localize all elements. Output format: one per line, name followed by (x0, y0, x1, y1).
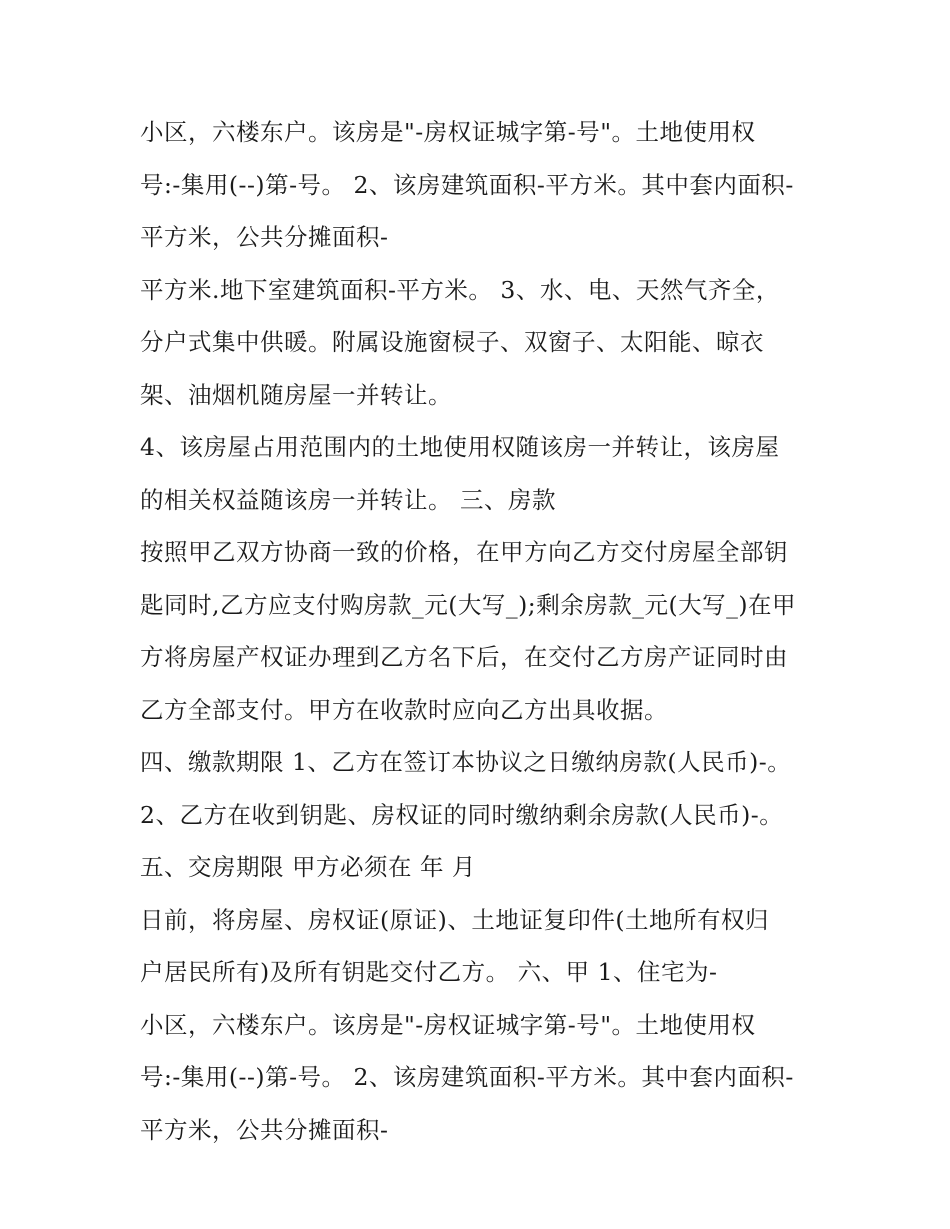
text-line: 日前，将房屋、房权证(原证)、土地证复印件(土地所有权归 (140, 905, 770, 934)
text-line: 号:-集用(--)第-号。 2、该房建筑面积-平方米。其中套内面积- (140, 170, 794, 199)
text-line: 4、该房屋占用范围内的土地使用权随该房一并转让，该房屋 (140, 433, 780, 461)
document-body (140, 108, 840, 1158)
text-line: 平方米.地下室建筑面积-平方米。 3、水、电、天然气齐全， (140, 275, 780, 304)
text-line: 乙方全部支付。甲方在收款时应向乙方出具收据。 (140, 695, 668, 724)
text-line: 号:-集用(--)第-号。 2、该房建筑面积-平方米。其中套内面积- (140, 1063, 794, 1091)
text-line: 平方米，公共分摊面积- (140, 1115, 389, 1144)
text-line: 平方米，公共分摊面积- (140, 223, 389, 251)
text-line: 的相关权益随该房一并转让。 三、房款 (140, 485, 556, 514)
text-line: 2、乙方在收到钥匙、房权证的同时缴纳剩余房款(人民币)-。 (140, 800, 784, 829)
text-line: 分户式集中供暖。附属设施窗棂子、双窗子、太阳能、晾衣 (140, 328, 764, 356)
text-line: 匙同时,乙方应支付购房款_元(大写_);剩余房款_元(大写_)在甲 (140, 590, 797, 619)
text-line: 按照甲乙双方协商一致的价格，在甲方向乙方交付房屋全部钥 (140, 538, 788, 566)
text-line: 架、油烟机随房屋一并转让。 (140, 380, 452, 409)
text-line: 五、交房期限 甲方必须在 年 月 (140, 853, 476, 881)
text-line: 户居民所有)及所有钥匙交付乙方。 六、甲 1、住宅为- (140, 958, 718, 986)
text-line: 小区，六楼东户。该房是"-房权证城字第-号"。土地使用权 (140, 118, 756, 146)
text-line: 小区，六楼东户。该房是"-房权证城字第-号"。土地使用权 (140, 1010, 756, 1039)
text-line: 方将房屋产权证办理到乙方名下后，在交付乙方房产证同时由 (140, 643, 788, 671)
text-line: 四、缴款期限 1、乙方在签订本协议之日缴纳房款(人民币)-。 (140, 748, 792, 776)
